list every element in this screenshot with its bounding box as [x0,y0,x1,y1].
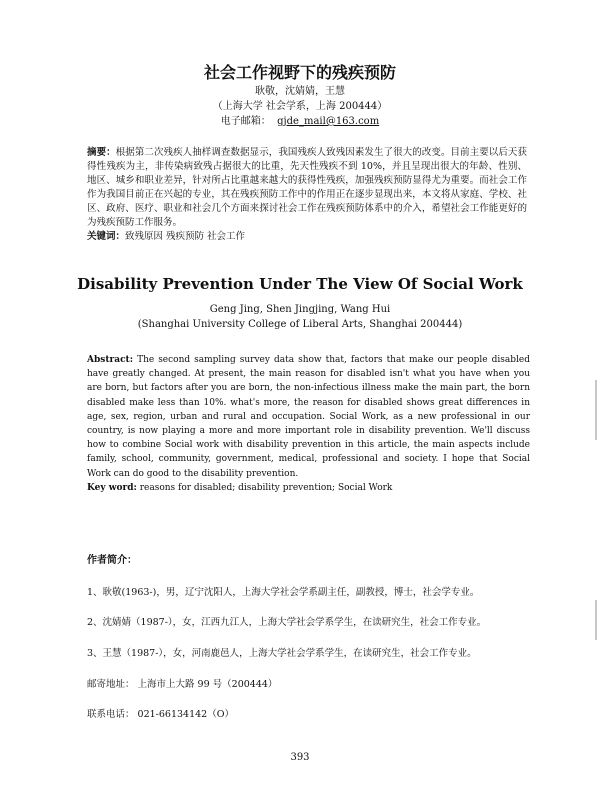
english-title: Disability Prevention Under The View Of Social Work [77,275,523,293]
chinese-affiliation: （上海大学 社会学系，上海 200444） [212,101,388,112]
english-affiliation: (Shanghai University College of Liberal Arts, Shanghai 200444) [137,319,463,330]
chinese-keywords-text: 致残原因 残疾预防 社会工作 [125,231,246,242]
scan-edge-mark [595,380,597,440]
page-number: 393 [290,752,310,763]
english-abstract-text: The second sampling survey data show that, factors that make our people disabled have greatly changed. At present, the main reason for disabled isn't what you have when you are born, but factors after you are born, the non-infectious illness make the main part, the born disabled make less than 10%. what's more, the reason for disabled shows great differences in age, sex, region, urban and rural and occupation. Social Work, as a new professional in our country, is now playing a more and more important role in disability prevention. We'll discuss how to combine Social work with disability prevention in this article, the main aspects include family, school, community, government, medical, professional and society. I hope that Social Work can do good to the disability prevention. [87,355,530,479]
english-keywords-text: reasons for disabled; disability prevention; Social Work [139,482,393,493]
chinese-abstract-label: 摘要： [87,147,116,158]
chinese-keywords [87,230,527,244]
mailing-address: 邮寄地址： 上海市上大路 99 号（200444） [87,679,278,690]
chinese-abstract-text: 根据第二次残疾人抽样调查数据显示，我国残疾人致残因素发生了很大的改变。目前主要以后天获得性残疾为主，非传染病致残占据很大的比重，先天性残疾不到 10%，并且呈现出很大的年龄、性别、地区、城乡和职业差异，针对所占比重越来越大的获得性残疾，加强残疾预防显得尤为重要。而社会工作作为我国目前正在兴起的专业，其在残疾预防工作中的作用正在逐步显现出来，本文将从家庭、学校、社区、政府、医疗、职业和社会几个方面来探讨社会工作在残疾预防体系中的介入，希望社会工作能更好的为残疾预防工作服务。 [87,147,527,228]
email-label: 电子邮箱： [220,116,271,127]
english-keywords [87,481,530,495]
scan-edge-mark [595,600,597,640]
contact-phone: 联系电话： 021-66134142（O） [87,709,235,720]
author-info-item: 2、沈婧婧（1987-），女，江西九江人，上海大学社会学系学生，在读研究生，社会工作专业。 [87,617,487,628]
english-authors: Geng Jing, Shen Jingjing, Wang Hui [209,304,391,315]
english-abstract [87,353,530,495]
chinese-title: 社会工作视野下的残疾预防 [203,63,396,82]
english-abstract-label: Abstract: [87,355,134,365]
chinese-authors: 耿敬，沈婧婧，王慧 [255,86,345,97]
chinese-abstract [87,146,527,244]
author-info-item: 1、耿敬(1963-)，男，辽宁沈阳人，上海大学社会学系副主任，副教授，博士，社会学专业。 [87,587,480,598]
chinese-keywords-label: 关键词： [87,231,126,242]
author-info-item: 3、王慧（1987-），女，河南鹿邑人，上海大学社会学系学生，在读研究生，社会工作专业。 [87,648,477,659]
email-line [0,116,600,128]
email-address[interactable]: gjde_mail@163.com [277,116,380,127]
author-info-heading: 作者简介： [87,555,137,566]
english-keywords-label: Key word: [87,482,137,493]
